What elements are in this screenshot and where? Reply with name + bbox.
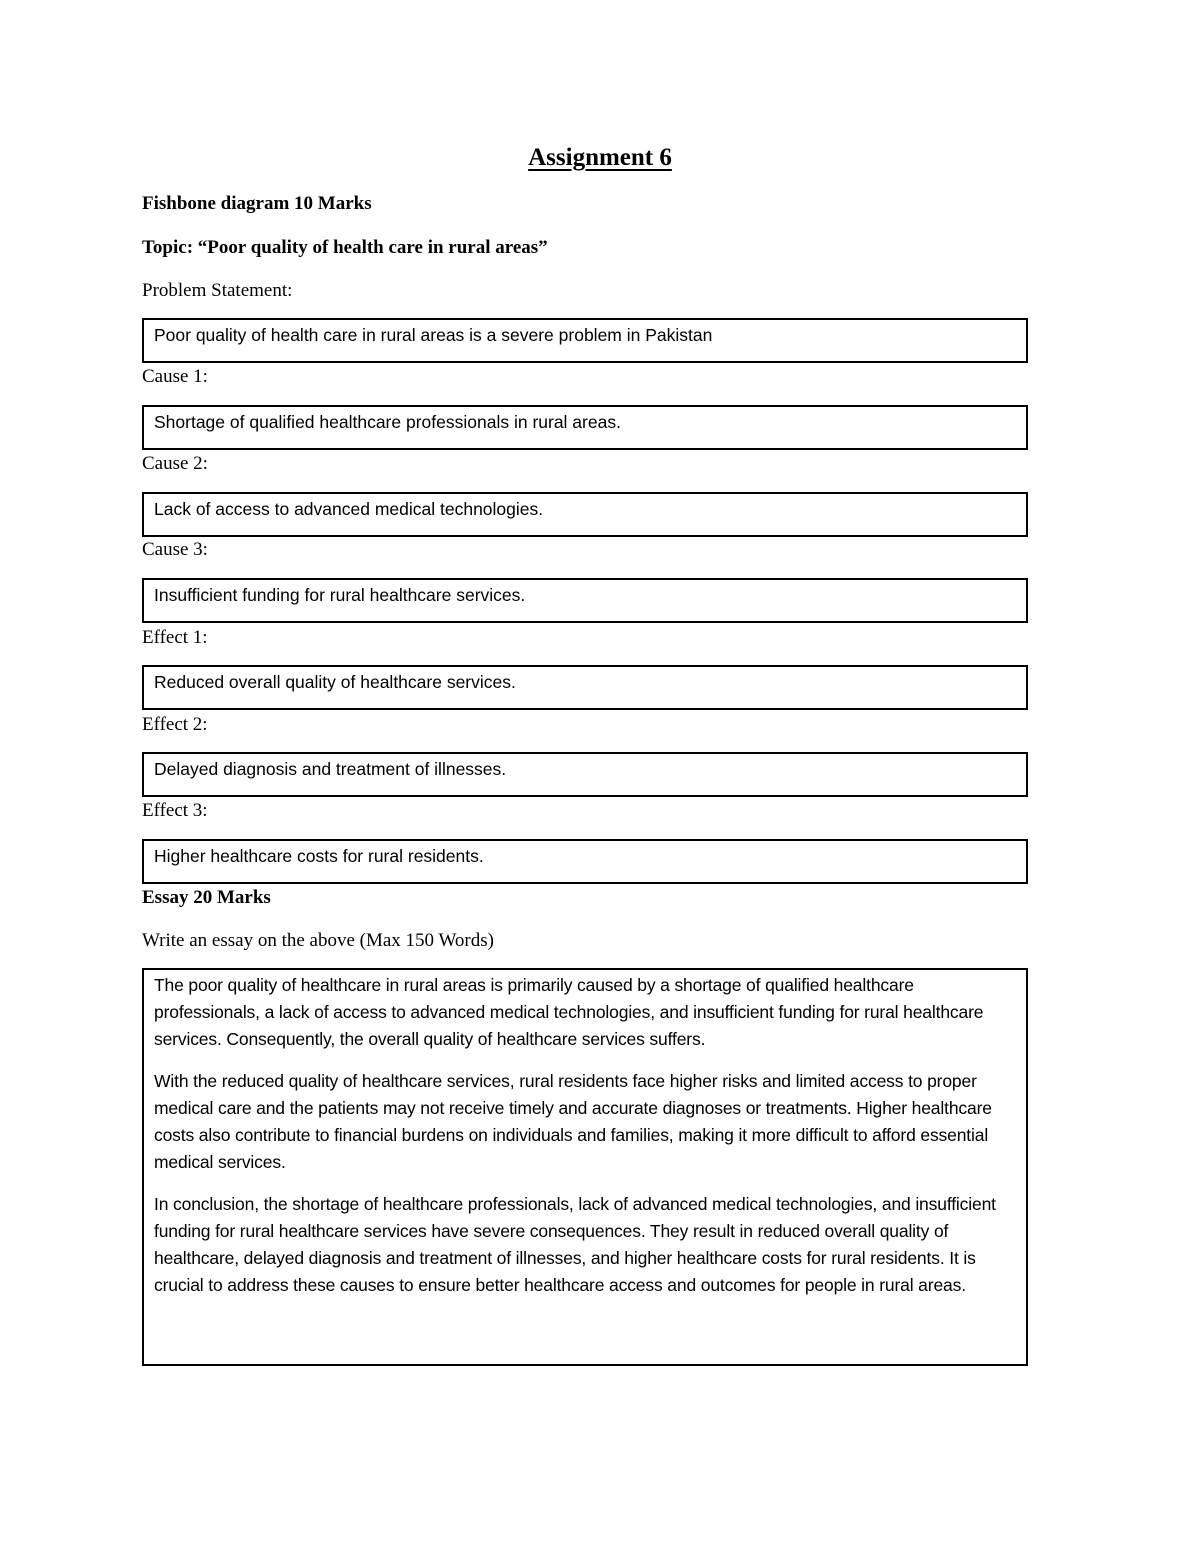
cause-3-text: Insufficient funding for rural healthcare services. bbox=[154, 585, 526, 605]
topic-line: Topic: “Poor quality of health care in rural areas” bbox=[142, 237, 548, 258]
cause-1-box bbox=[142, 405, 1028, 450]
cause-3-box bbox=[142, 578, 1028, 623]
problem-statement-label: Problem Statement: bbox=[142, 280, 293, 301]
cause-2-box bbox=[142, 492, 1028, 537]
cause-1-text: Shortage of qualified healthcare professionals in rural areas. bbox=[154, 412, 621, 432]
effect-2-label: Effect 2: bbox=[142, 714, 208, 735]
essay-heading: Essay 20 Marks bbox=[142, 887, 271, 908]
effect-2-box bbox=[142, 752, 1028, 797]
page-title bbox=[0, 141, 1200, 175]
page-title-text: Assignment 6 bbox=[528, 144, 672, 171]
essay-prompt: Write an essay on the above (Max 150 Words) bbox=[142, 930, 494, 951]
essay-box bbox=[142, 968, 1028, 1366]
problem-statement-text: Poor quality of health care in rural areas is a severe problem in Pakistan bbox=[154, 325, 713, 345]
essay-paragraph-1: The poor quality of healthcare in rural areas is primarily caused by a shortage of qualified healthcare professionals, a lack of access to advanced medical technologies, and insufficient funding for rural healthcare services. Consequently, the overall quality of healthcare services suffers. bbox=[154, 975, 984, 1049]
effect-3-label: Effect 3: bbox=[142, 800, 208, 821]
problem-statement-box bbox=[142, 318, 1028, 363]
essay-paragraph-2: With the reduced quality of healthcare services, rural residents face higher risks and limited access to proper medical care and the patients may not receive timely and accurate diagnoses or treatments. Higher healthcare costs also contribute to financial burdens on individuals and families, making it more difficult to afford essential medical services. bbox=[154, 1071, 992, 1172]
cause-2-text: Lack of access to advanced medical technologies. bbox=[154, 499, 544, 519]
effect-2-text: Delayed diagnosis and treatment of illnesses. bbox=[154, 759, 507, 779]
cause-3-label: Cause 3: bbox=[142, 539, 208, 560]
effect-1-label: Effect 1: bbox=[142, 627, 208, 648]
effect-3-box bbox=[142, 839, 1028, 884]
essay-paragraph-3: In conclusion, the shortage of healthcare professionals, lack of advanced medical technologies, and insufficient funding for rural healthcare services have severe consequences. They result in reduced overall quality of healthcare, delayed diagnosis and treatment of illnesses, and higher healthcare costs for rural residents. It is crucial to address these causes to ensure better healthcare access and outcomes for people in rural areas. bbox=[154, 1194, 996, 1295]
cause-1-label: Cause 1: bbox=[142, 366, 208, 387]
effect-1-text: Reduced overall quality of healthcare services. bbox=[154, 672, 516, 692]
effect-1-box bbox=[142, 665, 1028, 710]
effect-3-text: Higher healthcare costs for rural residents. bbox=[154, 846, 484, 866]
cause-2-label: Cause 2: bbox=[142, 453, 208, 474]
fishbone-heading: Fishbone diagram 10 Marks bbox=[142, 193, 372, 214]
